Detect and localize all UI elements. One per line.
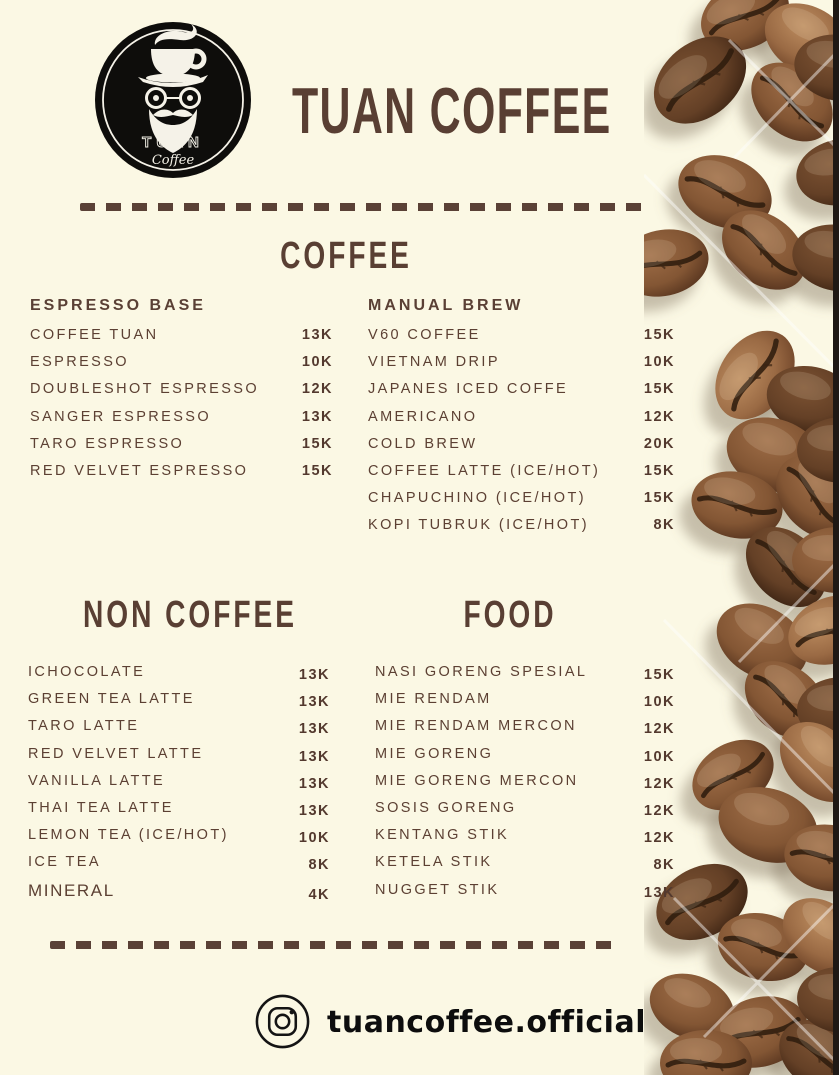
- menu-item-row: [28, 795, 330, 822]
- menu-item-name: TARO ESPRESSO: [30, 435, 185, 452]
- manual-brew-list: [368, 322, 675, 540]
- espresso-base-list: [30, 322, 333, 485]
- menu-item-row: [30, 404, 333, 431]
- menu-item-row: [368, 431, 675, 458]
- menu-item-price: 13K: [298, 775, 330, 792]
- section-heading-non-coffee: NON COFFEE: [83, 594, 297, 636]
- menu-item-price: 15K: [643, 667, 675, 683]
- espresso-base-column: [30, 296, 333, 485]
- menu-item-name: TARO LATTE: [28, 718, 140, 735]
- menu-item-row: [30, 322, 333, 349]
- menu-item-row: [368, 376, 675, 403]
- menu-item-row: [368, 512, 675, 539]
- menu-item-row: [368, 458, 675, 485]
- menu-item-name: JAPANES ICED COFFE: [368, 381, 569, 398]
- menu-item-row: [368, 349, 675, 376]
- menu-item-row: [30, 376, 333, 403]
- menu-item-price: 15K: [643, 327, 675, 343]
- menu-item-row: [30, 349, 333, 376]
- column-subheading: MANUAL BREW: [368, 297, 524, 314]
- non-coffee-list: [28, 659, 330, 904]
- menu-item-price: 12K: [301, 381, 333, 398]
- menu-item-row: [368, 322, 675, 349]
- bearded-barista-coffee-cup-logo-icon: [93, 20, 253, 180]
- menu-item-price: 10K: [301, 354, 333, 371]
- menu-item-row: [375, 659, 675, 686]
- menu-item-price: 13K: [298, 802, 330, 819]
- brand-logo: [93, 20, 253, 180]
- menu-item-row: [28, 713, 330, 740]
- menu-item-name: GREEN TEA LATTE: [28, 691, 195, 708]
- menu-item-name: KETELA STIK: [375, 854, 493, 871]
- column-subheading: ESPRESSO BASE: [30, 297, 206, 314]
- menu-item-row: [30, 458, 333, 485]
- logo-wordmark: TUAN: [142, 134, 204, 151]
- menu-item-price: 10K: [643, 354, 675, 371]
- dashed-divider-bottom: [50, 941, 618, 949]
- menu-item-row: [375, 849, 675, 876]
- menu-item-price: 13K: [298, 694, 330, 711]
- menu-item-price: 8K: [653, 857, 675, 874]
- menu-item-price: 15K: [643, 381, 675, 398]
- menu-item-row: [28, 768, 330, 795]
- menu-item-name: KENTANG STIK: [375, 827, 510, 844]
- menu-item-name: COLD BREW: [368, 435, 478, 452]
- menu-item-row: [375, 795, 675, 822]
- menu-item-price: 20K: [643, 435, 675, 452]
- menu-item-row: [28, 849, 330, 876]
- menu-item-name: SOSIS GORENG: [375, 799, 517, 816]
- page-title: TUAN COFFEE: [292, 74, 612, 147]
- menu-item-price: 4K: [308, 886, 330, 903]
- section-heading-coffee: COFFEE: [280, 235, 412, 277]
- menu-item-name: ESPRESSO: [30, 354, 129, 371]
- menu-item-name: V60 COFFEE: [368, 327, 481, 343]
- section-heading-food: FOOD: [463, 594, 557, 636]
- menu-item-row: [368, 485, 675, 512]
- menu-item-name: DOUBLESHOT ESPRESSO: [30, 381, 260, 398]
- menu-item-row: [375, 713, 675, 740]
- menu-item-name: CHAPUCHINO (ICE/HOT): [368, 490, 586, 507]
- menu-item-name: MIE RENDAM MERCON: [375, 718, 577, 735]
- menu-item-row: [375, 877, 675, 904]
- dashed-divider-top: [80, 203, 648, 211]
- menu-item-name: KOPI TUBRUK (ICE/HOT): [368, 517, 589, 534]
- menu-item-name: VIETNAM DRIP: [368, 354, 500, 371]
- menu-item-name: RED VELVET ESPRESSO: [30, 462, 249, 479]
- menu-item-price: 13K: [301, 327, 333, 343]
- menu-item-row: [368, 404, 675, 431]
- menu-item-name: ICE TEA: [28, 854, 101, 871]
- menu-item-price: 15K: [643, 462, 675, 479]
- manual-brew-column: [368, 296, 675, 540]
- non-coffee-column: [28, 659, 330, 904]
- food-column: [375, 659, 675, 904]
- menu-item-row: [28, 877, 330, 904]
- menu-item-name: SANGER ESPRESSO: [30, 408, 212, 425]
- menu-item-name: MIE GORENG: [375, 745, 494, 762]
- instagram-handle[interactable]: tuancoffee.official: [327, 1005, 646, 1040]
- menu-item-price: 15K: [301, 435, 333, 452]
- menu-item-row: [28, 659, 330, 686]
- menu-item-price: 15K: [301, 462, 333, 479]
- menu-item-price: 13K: [298, 748, 330, 765]
- menu-item-price: 12K: [643, 775, 675, 792]
- menu-item-name: NASI GORENG SPESIAL: [375, 664, 588, 680]
- menu-item-price: 15K: [643, 490, 675, 507]
- menu-item-name: RED VELVET LATTE: [28, 745, 204, 762]
- menu-item-name: COFFEE TUAN: [30, 327, 159, 343]
- menu-item-price: 13K: [298, 721, 330, 738]
- menu-item-name: LEMON TEA (ICE/HOT): [28, 827, 229, 844]
- menu-item-name: MINERAL: [28, 880, 115, 900]
- menu-item-price: 13K: [643, 884, 675, 901]
- menu-item-row: [375, 686, 675, 713]
- instagram-link[interactable]: [253, 992, 646, 1051]
- menu-item-price: 10K: [643, 748, 675, 765]
- menu-item-name: NUGGET STIK: [375, 881, 500, 898]
- menu-item-price: 13K: [301, 408, 333, 425]
- menu-item-price: 10K: [643, 694, 675, 711]
- menu-item-name: COFFEE LATTE (ICE/HOT): [368, 462, 601, 479]
- menu-item-price: 8K: [653, 517, 675, 534]
- food-list: [375, 659, 675, 904]
- menu-item-row: [375, 741, 675, 768]
- menu-item-price: 13K: [298, 667, 330, 683]
- logo-subwordmark: Coffee: [151, 153, 195, 168]
- menu-item-price: 10K: [298, 830, 330, 847]
- instagram-icon[interactable]: [253, 992, 312, 1051]
- menu-item-row: [28, 741, 330, 768]
- menu-item-name: VANILLA LATTE: [28, 772, 166, 789]
- menu-item-name: MIE RENDAM: [375, 691, 492, 708]
- menu-item-price: 12K: [643, 802, 675, 819]
- menu-item-name: ICHOCOLATE: [28, 664, 146, 680]
- menu-item-price: 12K: [643, 721, 675, 738]
- menu-item-row: [375, 822, 675, 849]
- menu-item-row: [375, 768, 675, 795]
- menu-item-price: 12K: [643, 408, 675, 425]
- menu-item-row: [30, 431, 333, 458]
- menu-item-price: 12K: [643, 830, 675, 847]
- menu-item-row: [28, 686, 330, 713]
- menu-item-name: THAI TEA LATTE: [28, 799, 174, 816]
- menu-item-price: 8K: [308, 857, 330, 874]
- menu-item-name: MIE GORENG MERCON: [375, 772, 579, 789]
- menu-item-row: [28, 822, 330, 849]
- menu-item-name: AMERICANO: [368, 408, 478, 425]
